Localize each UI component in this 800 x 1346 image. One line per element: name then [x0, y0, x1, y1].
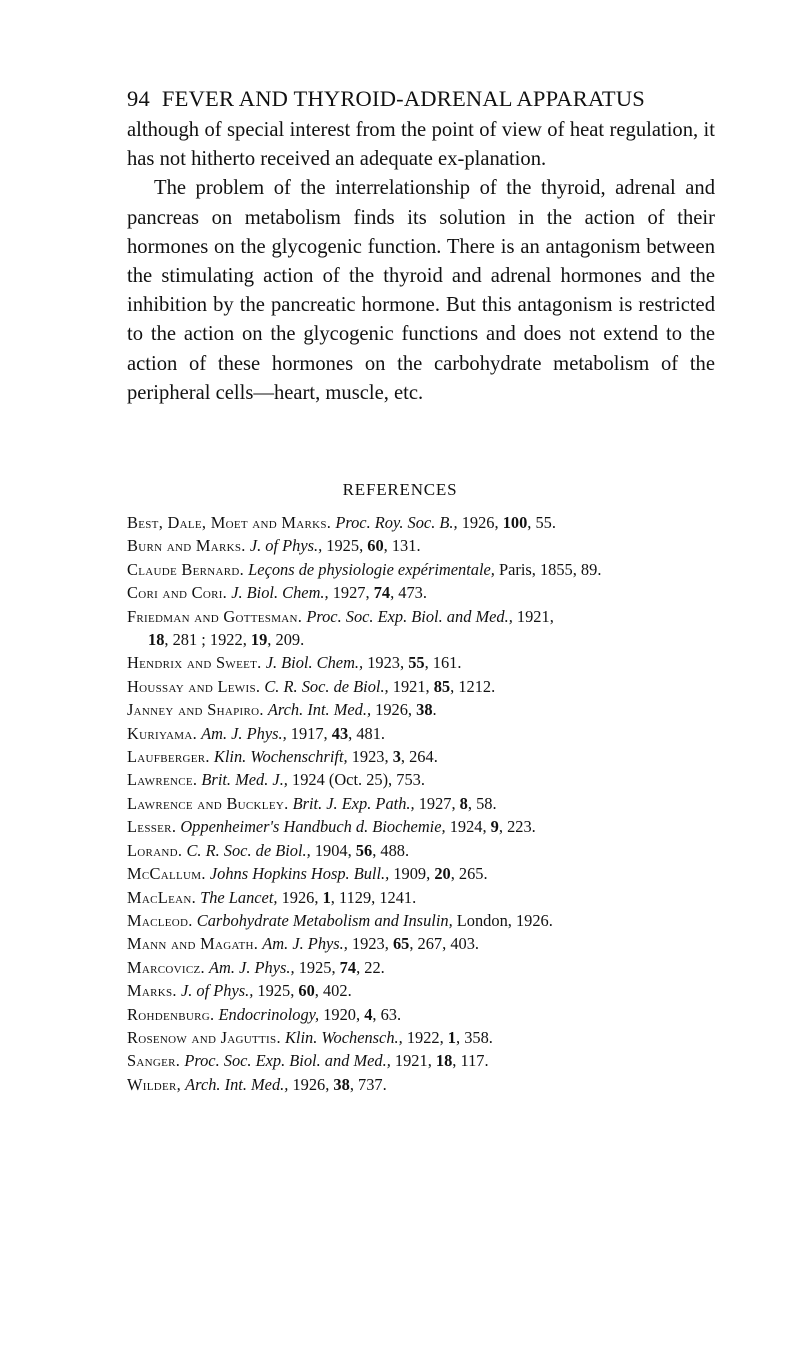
- reference-authors: Lawrence.: [127, 770, 198, 790]
- reference-authors: Lawrence and Buckley.: [127, 793, 289, 813]
- reference-journal: Brit. Med. J.,: [201, 770, 288, 790]
- reference-authors: Rosenow and Jaguttis.: [127, 1027, 281, 1047]
- reference-pages: , 265.: [450, 864, 488, 884]
- reference-year: 1923,: [347, 747, 393, 767]
- reference-volume: 65: [392, 934, 410, 954]
- reference-journal: Arch. Int. Med.,: [185, 1074, 289, 1094]
- reference-entry: [127, 839, 727, 862]
- reference-pages: , 488.: [372, 840, 410, 860]
- reference-entry: [127, 768, 727, 791]
- reference-authors: Rohdenburg.: [127, 1004, 215, 1024]
- reference-entry: [127, 1073, 727, 1096]
- page-number: 94: [127, 86, 150, 111]
- reference-entry: [127, 815, 727, 838]
- reference-volume: 55: [408, 653, 425, 673]
- reference-pages: , 117.: [452, 1051, 489, 1071]
- reference-pages: , 281 ; 1922,: [164, 630, 251, 650]
- reference-pages: , 264.: [400, 747, 438, 767]
- reference-pages: , 131.: [383, 536, 421, 556]
- reference-pages: , 209.: [267, 630, 305, 650]
- reference-entry: [127, 534, 727, 557]
- reference-volume: 56: [355, 840, 373, 860]
- reference-year: 1920,: [319, 1004, 365, 1024]
- reference-authors: Sanger.: [127, 1051, 181, 1071]
- reference-journal: Carbohydrate Metabolism and Insulin,: [196, 910, 453, 930]
- reference-pages: , 58.: [467, 793, 497, 813]
- reference-pages: , 63.: [372, 1004, 402, 1024]
- running-header: [127, 86, 645, 112]
- reference-journal: Proc. Soc. Exp. Biol. and Med.,: [306, 606, 513, 626]
- reference-year: Paris, 1855, 89.: [494, 559, 602, 579]
- reference-year: 1926,: [288, 1074, 334, 1094]
- reference-pages: , 1212.: [450, 676, 496, 696]
- reference-volume: 74: [373, 583, 391, 603]
- reference-entry: [127, 909, 727, 932]
- reference-authors: Marks.: [127, 981, 177, 1001]
- reference-journal: J. Biol. Chem.,: [231, 583, 329, 603]
- reference-entry: [127, 1049, 727, 1072]
- reference-authors: Laufberger.: [127, 747, 210, 767]
- reference-journal: Johns Hopkins Hosp. Bull.,: [209, 864, 390, 884]
- reference-authors: Kuriyama.: [127, 723, 197, 743]
- reference-year: 1922,: [402, 1027, 448, 1047]
- reference-pages: , 55.: [527, 513, 556, 532]
- reference-volume: 18: [148, 630, 165, 650]
- reference-journal: Proc. Soc. Exp. Biol. and Med.,: [184, 1051, 391, 1071]
- reference-volume: 3: [392, 747, 401, 767]
- reference-authors: Best, Dale, Moet and Marks.: [127, 513, 332, 532]
- reference-year: 1917,: [286, 723, 332, 743]
- reference-pages: , 481.: [348, 723, 386, 743]
- reference-year: 1926,: [457, 513, 503, 532]
- body-text: [127, 116, 715, 408]
- reference-pages: , 358.: [456, 1027, 493, 1047]
- references-heading: REFERENCES: [342, 480, 458, 499]
- reference-pages: , 473.: [390, 583, 427, 603]
- reference-journal: Am. J. Phys.,: [201, 723, 287, 743]
- reference-authors: MacLean.: [127, 887, 196, 907]
- reference-volume: 43: [331, 723, 349, 743]
- reference-authors: Claude Bernard.: [127, 559, 245, 579]
- reference-entry: [127, 628, 727, 651]
- reference-journal: Klin. Wochensch.,: [284, 1027, 403, 1047]
- reference-journal: Oppenheimer's Handbuch d. Biochemie,: [180, 817, 446, 837]
- reference-journal: J. Biol. Chem.,: [265, 653, 364, 673]
- reference-authors: Janney and Shapiro.: [127, 700, 264, 720]
- reference-year: 1927,: [328, 583, 374, 603]
- reference-entry: [127, 675, 727, 698]
- reference-entry: [127, 792, 727, 815]
- reference-volume: 19: [250, 630, 268, 650]
- reference-pages: , 402.: [314, 981, 352, 1001]
- reference-volume: 60: [367, 536, 384, 556]
- reference-volume: 85: [433, 676, 451, 696]
- reference-authors: Lorand.: [127, 840, 183, 860]
- reference-pages: , 737.: [349, 1074, 387, 1094]
- reference-volume: 74: [339, 957, 357, 977]
- reference-pages: .: [432, 700, 437, 720]
- reference-year: 1909,: [389, 864, 435, 884]
- reference-journal: Am. J. Phys.,: [262, 934, 348, 954]
- reference-entry: [127, 1003, 727, 1026]
- reference-entry: [127, 862, 727, 885]
- reference-journal: Brit. J. Exp. Path.,: [292, 793, 415, 813]
- reference-authors: McCallum.: [127, 864, 206, 884]
- reference-pages: , 22.: [356, 957, 385, 977]
- reference-authors: Macleod.: [127, 910, 193, 930]
- reference-authors: Mann and Magath.: [127, 934, 259, 954]
- reference-authors: Friedman and Gottesman.: [127, 606, 303, 626]
- reference-journal: Arch. Int. Med.,: [267, 700, 372, 720]
- reference-entry: [127, 1026, 727, 1049]
- reference-volume: 1: [447, 1027, 456, 1047]
- reference-entry: [127, 745, 727, 768]
- reference-year: 1925,: [322, 536, 368, 556]
- reference-year: 1923,: [347, 934, 393, 954]
- reference-year: 1924 (Oct. 25), 753.: [287, 770, 425, 790]
- reference-volume: 38: [333, 1074, 350, 1094]
- reference-entry: [127, 581, 727, 604]
- reference-entry: [127, 511, 727, 534]
- reference-journal: Leçons de physiologie expérimentale,: [248, 559, 495, 579]
- reference-volume: 100: [502, 513, 528, 532]
- reference-authors: Hendrix and Sweet.: [127, 653, 262, 673]
- reference-pages: , 223.: [498, 817, 536, 837]
- reference-volume: 8: [459, 793, 468, 813]
- reference-volume: 18: [435, 1051, 453, 1071]
- reference-year: 1923,: [363, 653, 409, 673]
- reference-journal: Endocrinology,: [218, 1004, 320, 1024]
- reference-entry: [127, 698, 727, 721]
- running-title: FEVER AND THYROID-ADRENAL APPARATUS: [161, 86, 646, 111]
- reference-journal: C. R. Soc. de Biol.,: [264, 676, 389, 696]
- reference-journal: Am. J. Phys.,: [209, 957, 295, 977]
- reference-entry: [127, 605, 727, 628]
- reference-volume: 4: [364, 1004, 373, 1024]
- reference-year: 1921,: [390, 1051, 436, 1071]
- reference-entry: [127, 886, 727, 909]
- reference-journal: The Lancet,: [200, 887, 278, 907]
- paragraph-2: The problem of the interrelationship of the thyroid, adrenal and pancreas on metabolism finds its solution in the action of their hormones on the glycogenic function. There is an antagonism between the stimulating action of the thyroid and adrenal hormones and the inhibition by the pancreatic hormone. But this antagonism is restricted to the action on the glycogenic functions and does not extend to the action of these hormones on the carbohydrate metabolism of the peripheral cells—heart, muscle, etc.: [127, 177, 715, 404]
- references-list: [127, 511, 727, 1096]
- reference-year: 1927,: [414, 793, 460, 813]
- reference-year: 1904,: [310, 840, 356, 860]
- reference-journal: J. of Phys.,: [180, 981, 254, 1001]
- reference-entry: [127, 979, 727, 1002]
- reference-pages: , 267, 403.: [409, 934, 480, 954]
- reference-authors: Marcovicz.: [127, 957, 205, 977]
- reference-entry: [127, 932, 727, 955]
- reference-volume: 20: [434, 864, 451, 884]
- reference-year: 1925,: [253, 981, 299, 1001]
- reference-authors: Cori and Cori.: [127, 583, 228, 603]
- reference-authors: Wilder,: [127, 1074, 182, 1094]
- reference-year: 1926,: [277, 887, 323, 907]
- reference-entry: [127, 956, 727, 979]
- reference-authors: Burn and Marks.: [127, 536, 246, 556]
- reference-entry: [127, 558, 727, 581]
- reference-volume: 60: [298, 981, 315, 1001]
- reference-year: 1921,: [512, 606, 554, 626]
- reference-journal: Klin. Wochenschrift,: [213, 747, 348, 767]
- reference-authors: Houssay and Lewis.: [127, 676, 261, 696]
- reference-volume: 38: [416, 700, 433, 720]
- reference-year: 1924,: [445, 817, 491, 837]
- reference-entry: [127, 651, 727, 674]
- reference-pages: , 161.: [424, 653, 462, 673]
- reference-entry: [127, 722, 727, 745]
- reference-journal: J. of Phys.,: [249, 536, 323, 556]
- reference-volume: 1: [322, 887, 331, 907]
- reference-journal: C. R. Soc. de Biol.,: [186, 840, 311, 860]
- paragraph-1: although of special interest from the point of view of heat regulation, it has not hitherto received an adequate ex-planation.: [127, 119, 715, 171]
- reference-year: London, 1926.: [452, 910, 553, 930]
- reference-year: 1926,: [371, 700, 417, 720]
- reference-pages: , 1129, 1241.: [330, 887, 417, 907]
- reference-year: 1925,: [294, 957, 340, 977]
- reference-journal: Proc. Roy. Soc. B.,: [335, 513, 458, 532]
- reference-authors: Lesser.: [127, 817, 177, 837]
- reference-year: 1921,: [388, 676, 434, 696]
- reference-volume: 9: [490, 817, 499, 837]
